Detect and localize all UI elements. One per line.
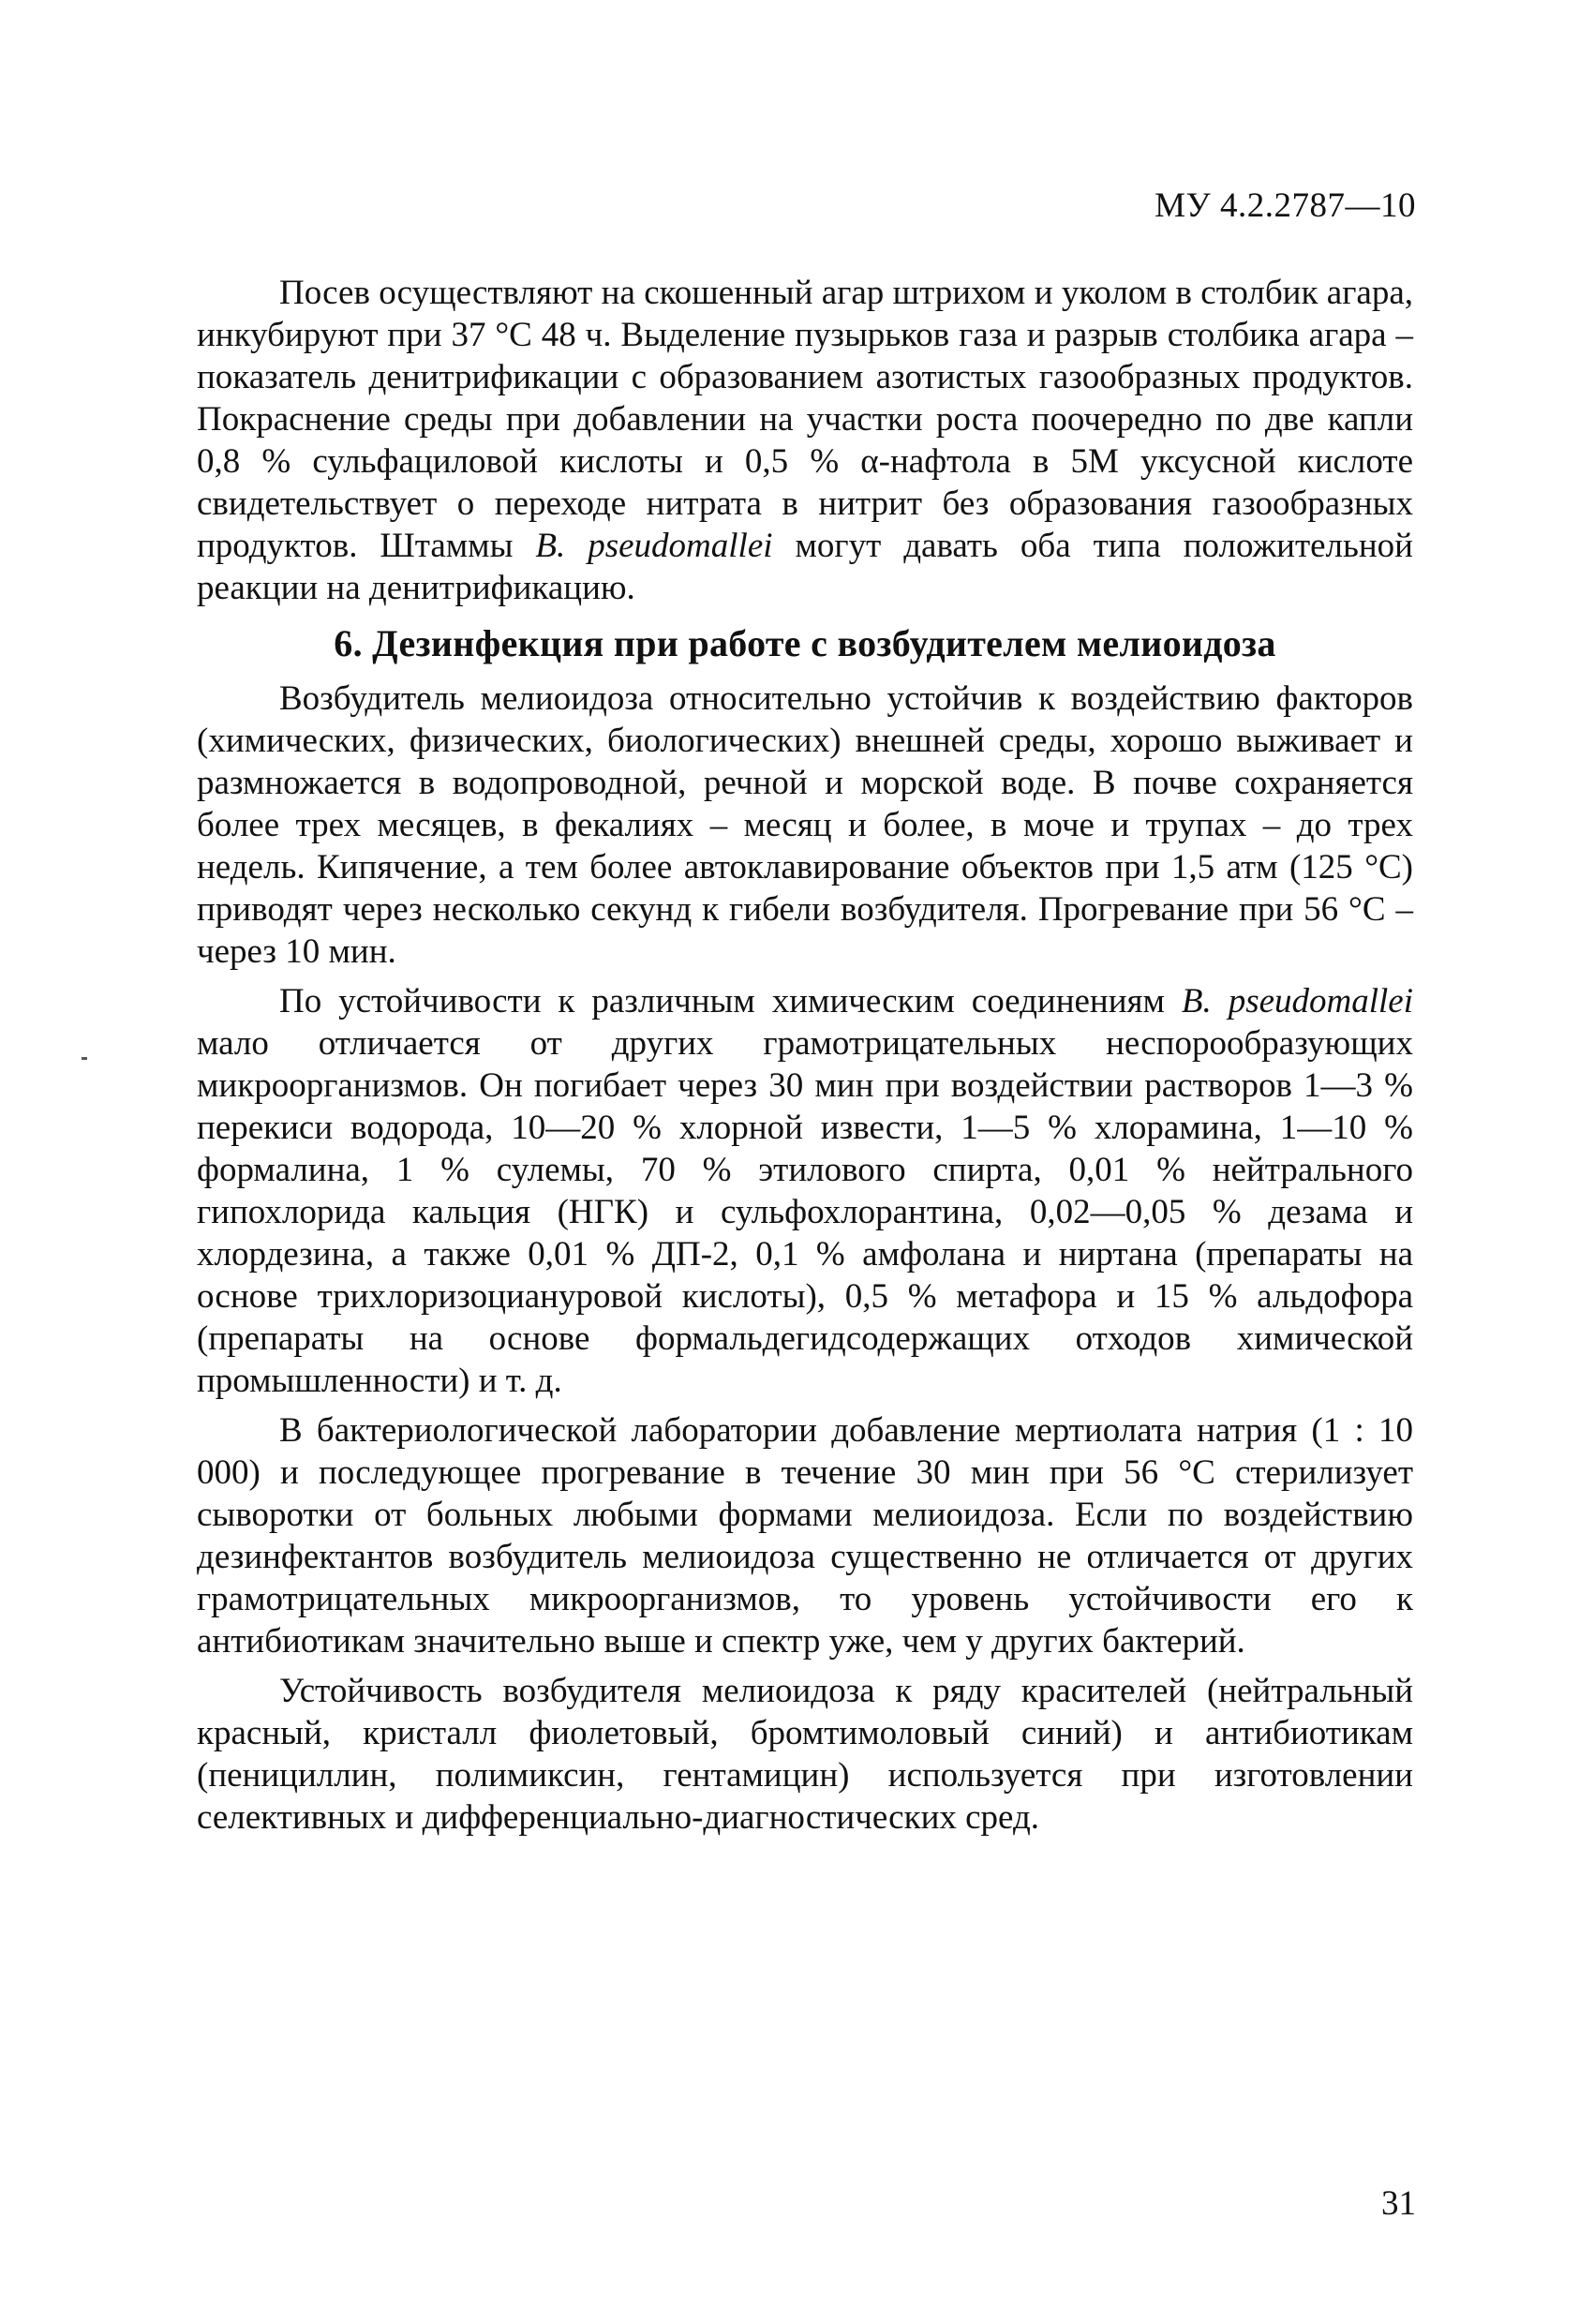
paragraph-denitrification: [197, 272, 1413, 609]
paragraph-denitrification-end: могут давать оба типа положительной реакции на денитрификацию.: [197, 527, 1413, 607]
paragraph-chemical-lead: По устойчивости к различным химическим соединениям: [279, 982, 1165, 1020]
page-body: [197, 272, 1413, 1839]
section-heading: 6. Дезинфекция при работе с возбудителем мелиоидоза: [334, 622, 1276, 664]
species-name: B. pseudomallei: [535, 527, 773, 565]
document-code-header: МУ 4.2.2787—10: [1155, 186, 1416, 225]
page-number: 31: [1381, 2184, 1416, 2223]
paragraph-denitrification-text: Посев осуществляют на скошенный агар штрихом и уколом в столбик агара, инкубируют при 37 °С 48 ч. Выделение пузырьков газа и разрыв столбика агара – показатель денитрификации с образованием азотистых газообразных продуктов. Покраснение среды при добавлении на участки роста поочередно по две капли 0,8 % сульфациловой кислоты и 0,5 % α-нафтола в 5М уксусной кислоте свидетельствует о переходе нитрата в нитрит без образования газообразных продуктов. Штаммы: [197, 274, 1413, 565]
scan-margin-mark: [82, 1057, 87, 1060]
paragraph-chemical-rest: мало отличается от других грамотрицательных неспорообразующих микроорганизмов. Он погибает через 30 мин при воздействии растворов 1—3 % перекиси водорода, 10—20 % хлорной извести, 1—5 % хлорамина, 1—10 % формалина, 1 % сулемы, 70 % этилового спирта, 0,01 % нейтрального гипохлорида кальция (НГК) и сульфохлорантина, 0,02—0,05 % дезама и хлордезина, а также 0,01 % ДП-2, 0,1 % амфолана и ниртана (препараты на основе трихлоризоциануровой кислоты), 0,5 % метафора и 15 % альдофора (препараты на основе формальдегидсодержащих отходов химической промышленности) и т. д.: [197, 1024, 1413, 1400]
paragraph-dyes-antibiotics: Устойчивость возбудителя мелиоидоза к ряду красителей (нейтральный красный, кристалл фиолетовый, бромтимоловый синий) и антибиотикам (пенициллин, полимиксин, гентамицин) используется при изготовлении селективных и дифференциально-диагностических сред.: [197, 1672, 1413, 1837]
species-name: B. pseudomallei: [1181, 982, 1413, 1020]
paragraph-chemical-resistance: [197, 980, 1413, 1402]
paragraph-resistance: Возбудитель мелиоидоза относительно устойчив к воздействию факторов (химических, физических, биологических) внешней среды, хорошо выживает и размножается в водопроводной, речной и морской воде. В почве сохраняется более трех месяцев, в фекалиях – месяц и более, в моче и трупах – до трех недель. Кипячение, а тем более автоклавирование объектов при 1,5 атм (125 °С) приводят через несколько секунд к гибели возбудителя. Прогревание при 56 °С – через 10 мин.: [197, 679, 1413, 971]
paragraph-laboratory: В бактериологической лаборатории добавление мертиолата натрия (1 : 10 000) и последующее прогревание в течение 30 мин при 56 °С стерилизует сыворотки от больных любыми формами мелиоидоза. Если по воздействию дезинфектантов возбудитель мелиоидоза существенно не отличается от других грамотрицательных микроорганизмов, то уровень устойчивости его к антибиотикам значительно выше и спектр уже, чем у других бактерий.: [197, 1411, 1413, 1661]
